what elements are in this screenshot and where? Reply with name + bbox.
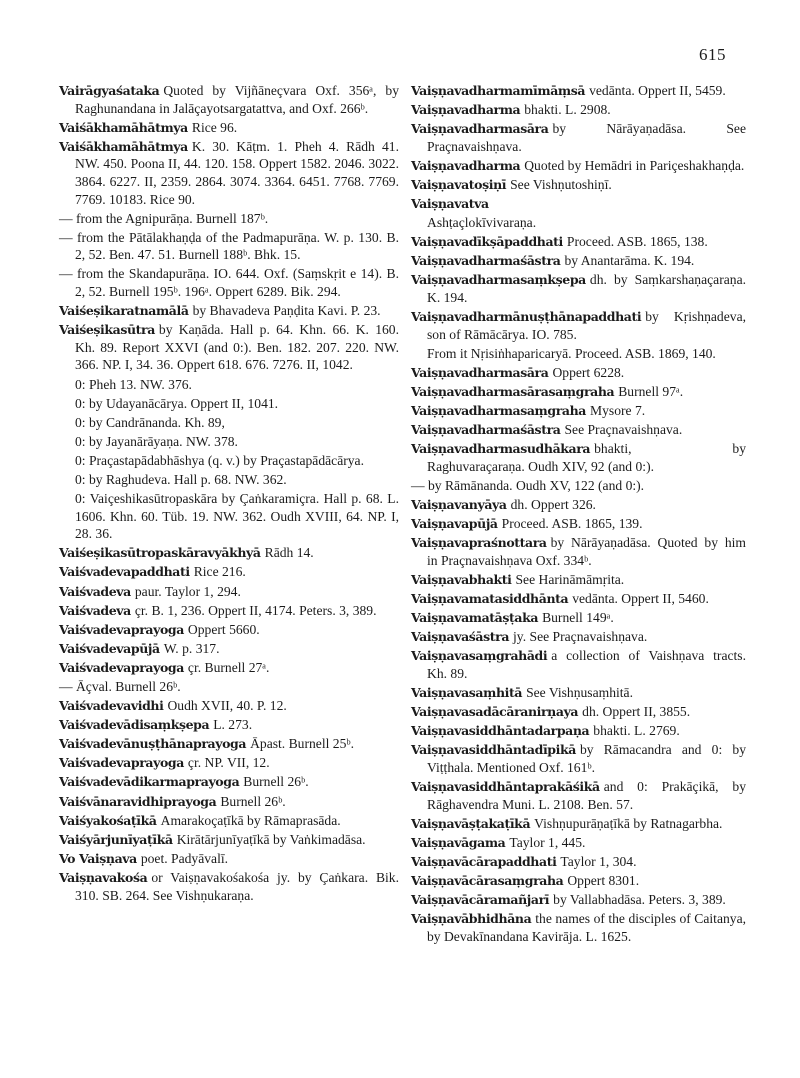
entry-headword: Vaiśvadevaprayoga — [59, 755, 184, 771]
index-entry — [411, 910, 746, 945]
entry-headword: Vaiśvadevānuṣṭhānaprayoga — [59, 736, 247, 752]
entry-text: vedānta. Oppert II, 5459. — [589, 83, 726, 98]
entry-text: by Nārāyaṇadāsa. See Praçnavaishṇava. — [427, 121, 746, 154]
index-entry — [59, 376, 399, 394]
entry-headword: Vaiṣṇavadharmasāra — [411, 121, 549, 137]
index-entry — [59, 678, 399, 696]
entry-text: by Anantarāma. K. 194. — [564, 253, 695, 269]
entry-headword: Vaiśvadevādikarmaprayoga — [59, 774, 240, 790]
entry-headword: Vaiṣṇavamatāṣṭaka — [411, 610, 539, 626]
index-entry — [411, 703, 746, 721]
entry-headword: Vaiṣṇavācārasaṃgraha — [411, 872, 564, 888]
entry-headword: Vaiṣṇavadharmaśāstra — [411, 253, 561, 269]
entry-headword: Vaiśyakośaṭīkā — [59, 812, 157, 828]
index-entry — [59, 544, 399, 562]
entry-headword: Vo Vaiṣṇava — [59, 850, 137, 866]
entry-headword: Vaiṣṇavasaṃgrahādi — [411, 648, 548, 664]
index-entry — [411, 684, 746, 702]
entry-text: the names of the disciples of Caitanya, by Devakīnandana Kavirāja. L. 1625. — [427, 911, 746, 944]
index-entry — [59, 583, 399, 601]
entry-text: by Kṛishṇadeva, son of Rāmācārya. IO. 785. — [427, 309, 746, 342]
index-entry — [59, 490, 399, 543]
entry-text: 0: by Candrānanda. Kh. 89, — [75, 414, 225, 430]
index-entry — [59, 659, 399, 677]
entry-headword: Vaiṣṇavasiddhāntadarpaṇa — [411, 723, 590, 739]
entry-headword: Vaiṣṇavadharmasaṃkṣepa — [411, 272, 586, 288]
index-entry — [59, 754, 399, 772]
index-entry — [59, 621, 399, 639]
entry-headword: Vaiṣṇavasaṃhitā — [411, 685, 523, 700]
entry-headword: Vairāgyaśataka — [59, 83, 160, 98]
index-entry — [411, 496, 746, 514]
entry-text: See Vishṇutoshiṇī. — [510, 176, 612, 192]
entry-text: Oppert 5660. — [187, 621, 260, 637]
entry-text: 0: Pheh 13. NW. 376. — [75, 376, 192, 392]
entry-text: by Rāmacandra and 0: by Viṭṭhala. Mentioned Oxf. 161ᵇ. — [427, 742, 746, 775]
entry-headword: Vaiṣṇavamatasiddhānta — [411, 591, 569, 607]
index-entry — [411, 722, 746, 740]
entry-text: jy. See Praçnavaishṇava. — [513, 629, 648, 645]
entry-headword: Vaiṣṇavatoṣiṇī — [411, 176, 507, 192]
page-number: 615 — [699, 45, 726, 64]
entry-text: bhakti. L. 2769. — [593, 723, 680, 739]
entry-headword: Vaiṣṇavasiddhāntadīpikā — [411, 742, 576, 758]
index-entry — [59, 138, 399, 208]
entry-text: çr. Burnell 27ᵃ. — [187, 659, 270, 675]
index-entry — [411, 364, 746, 382]
entry-headword: Vaiṣṇavasadācāranirṇaya — [411, 704, 579, 720]
index-entry — [411, 214, 746, 232]
index-entry — [59, 563, 399, 581]
entry-text: — from the Skandapurāṇa. IO. 644. Oxf. (Saṃskṛit e 14). B. 2, 52. Burnell 195ᵇ. 196ᵃ. Oppert 6289. Bik. 294. — [59, 266, 399, 300]
entry-text: Proceed. ASB. 1865, 139. — [501, 516, 643, 532]
entry-headword: Vaiśeṣikasūtra — [59, 322, 155, 338]
index-entry — [411, 82, 746, 100]
index-entry — [411, 345, 746, 363]
entry-headword: Vaiśvānaravidhiprayoga — [59, 793, 217, 809]
entry-text: — Āçval. Burnell 26ᵇ. — [59, 679, 181, 694]
entry-headword: Vaiṣṇavapraśnottara — [411, 535, 547, 551]
index-entry — [411, 834, 746, 852]
index-entry — [411, 157, 746, 175]
index-entry — [411, 590, 746, 608]
index-entry — [59, 812, 399, 830]
entry-text: Quoted by Hemādri in Pariçeshakhaṇḍa. — [524, 157, 745, 173]
entry-text: Kirātārjunīyaṭīkā by Vaṅkimadāsa. — [176, 831, 366, 847]
entry-text: From it Nṛisiṅhaparicaryā. Proceed. ASB. 1869, 140. — [427, 345, 716, 361]
entry-text: W. p. 317. — [163, 640, 220, 656]
index-entry — [411, 609, 746, 627]
entry-headword: Vaiṣṇavabhakti — [411, 571, 512, 587]
index-entry — [59, 716, 399, 734]
entry-headword: Vaiśvadevapūjā — [59, 640, 160, 656]
entry-headword: Vaiṣṇavadharmānuṣṭhānapaddhati — [411, 309, 642, 325]
entry-headword: Vaiṣṇavanyāya — [411, 497, 507, 513]
index-entry — [59, 321, 399, 374]
index-entry — [59, 640, 399, 658]
entry-text: bhakti, by Raghuvaraçaraṇa. Oudh XIV, 92 (and 0:). — [427, 441, 746, 474]
entry-text: çr. B. 1, 236. Oppert II, 4174. Peters. 3, 389. — [134, 602, 377, 618]
entry-headword: Vaiṣṇavapūjā — [411, 516, 498, 532]
entry-headword: Vaiśvadeva — [59, 583, 131, 599]
index-entry — [411, 101, 746, 119]
index-entry — [411, 252, 746, 270]
index-entry — [59, 697, 399, 715]
entry-text: by Kaṇāda. Hall p. 64. Khn. 66. K. 160. Kh. 89. Report XXVI (and 0:). Ben. 182. 207. 220. NW. 366. NP. I, 34. 36. Oppert 618. 676. 7276. II, 1042. — [75, 322, 399, 373]
entry-headword: Vaiśvadevaprayoga — [59, 659, 184, 675]
entry-text: Oudh XVII, 40. P. 12. — [167, 698, 287, 714]
entry-headword: Vaiśeṣikaratnamālā — [59, 303, 189, 319]
entry-text: See Praçnavaishṇava. — [564, 422, 683, 438]
index-entry — [59, 773, 399, 791]
index-entry — [411, 515, 746, 533]
entry-text: Rādh 14. — [264, 545, 314, 561]
entry-text: Taylor 1, 304. — [560, 853, 637, 869]
entry-headword: Vaiṣṇavaśāstra — [411, 629, 510, 645]
entry-text: 0: by Jayanārāyaṇa. NW. 378. — [75, 433, 238, 449]
entry-text: Āpast. Burnell 25ᵇ. — [250, 736, 354, 752]
entry-text: Proceed. ASB. 1865, 138. — [566, 234, 708, 250]
entry-text: Amarakoçaṭīkā by Rāmaprasāda. — [160, 812, 341, 828]
index-entry — [411, 534, 746, 569]
index-entry — [411, 421, 746, 439]
index-entry — [411, 571, 746, 589]
entry-headword: Vaiśvadevavidhi — [59, 698, 164, 714]
entry-text: 0: Vaiçeshikasūtropaskāra by Çaṅkaramiçra. Hall p. 68. L. 1606. Khn. 60. Tüb. 19. NW. 362. Oudh XVIII, 64. NP. I, 28. 36. — [75, 491, 399, 542]
entry-headword: Vaiṣṇavadharmaśāstra — [411, 422, 561, 438]
entry-headword: Vaiṣṇavāṣṭakaṭīkā — [411, 815, 531, 831]
entry-text: dh. by Saṃkarshaṇaçaraṇa. K. 194. — [427, 272, 746, 306]
entry-headword: Vaiṣṇavācāramañjarī — [411, 892, 550, 908]
index-entry — [411, 872, 746, 890]
index-entry — [59, 831, 399, 849]
entry-headword: Vaiśvadevaprayoga — [59, 621, 184, 637]
entry-text: or Vaiṣṇavakośakośa jy. by Çaṅkara. Bik. 310. SB. 264. See Vishṇukaraṇa. — [75, 869, 399, 903]
index-entry — [411, 233, 746, 251]
index-entry — [411, 778, 746, 813]
entry-text: Burnell 97ᵃ. — [618, 384, 684, 399]
entry-headword: Vaiśvadevapaddhati — [59, 564, 190, 580]
entry-headword: Vaiṣṇavadharmasudhākara — [411, 441, 591, 457]
index-entry — [59, 210, 399, 228]
index-entry — [59, 229, 399, 264]
entry-headword: Vaiṣṇavābhidhāna — [411, 911, 532, 927]
entry-headword: Vaiṣṇavadharmasaṃgraha — [411, 403, 587, 419]
index-entry — [411, 647, 746, 682]
index-entry — [411, 741, 746, 776]
entry-text: Oppert 8301. — [567, 872, 640, 888]
index-entry — [59, 119, 399, 137]
index-entry — [411, 271, 746, 306]
entry-text: 0: by Raghudeva. Hall p. 68. NW. 362. — [75, 471, 287, 487]
entry-text: by Vallabhadāsa. Peters. 3, 389. — [553, 892, 726, 908]
entry-text: — from the Pātālakhaṇḍa of the Padmapurāṇa. W. p. 130. B. 2, 52. Ben. 47. 51. Burnell 188ᵇ. Bhk. 15. — [59, 229, 399, 263]
index-entry — [411, 402, 746, 420]
index-entry — [59, 302, 399, 320]
entry-headword: Vaiśvadevādisaṃkṣepa — [59, 717, 210, 733]
entry-text: Oppert 6228. — [552, 364, 625, 380]
entry-text: Burnell 26ᵇ. — [243, 774, 309, 790]
entry-text: by Bhavadeva Paṇḍita Kavi. P. 23. — [192, 303, 381, 319]
index-entry — [411, 477, 746, 495]
index-entry — [411, 383, 746, 401]
entry-headword: Vaiṣṇavakośa — [59, 869, 148, 885]
entry-text: 0: Praçastapādabhāshya (q. v.) by Praçastapādācārya. — [75, 452, 364, 468]
index-entry — [59, 452, 399, 470]
index-entry — [411, 176, 746, 194]
entry-text: by Nārāyaṇadāsa. Quoted by him in Praçnavaishṇava Oxf. 334ᵇ. — [427, 535, 746, 568]
index-entry — [59, 433, 399, 451]
index-entry — [411, 120, 746, 155]
index-entry — [411, 195, 746, 213]
entry-text: çr. NP. VII, 12. — [187, 755, 270, 771]
index-entry — [59, 414, 399, 432]
index-entry — [59, 82, 399, 117]
entry-text: Taylor 1, 445. — [509, 834, 586, 850]
entry-text: a collection of Vaishṇava tracts. Kh. 89. — [427, 648, 746, 681]
entry-headword: Vaiṣṇavāgama — [411, 834, 506, 850]
index-entry — [411, 628, 746, 646]
entry-headword: Vaiṣṇavasiddhāntaprakāśikā — [411, 778, 600, 794]
index-entry — [59, 869, 399, 904]
entry-text: — from the Agnipurāṇa. Burnell 187ᵇ. — [59, 210, 269, 226]
entry-headword: Vaiśvadeva — [59, 602, 131, 618]
entry-headword: Vaiṣṇavadharma — [411, 157, 521, 173]
entry-headword: Vaiṣṇavadīkṣāpaddhati — [411, 234, 563, 250]
entry-text: L. 273. — [213, 717, 253, 733]
index-entry — [59, 471, 399, 489]
entry-headword: Vaiṣṇavadharmasāra — [411, 364, 549, 380]
index-entry — [59, 793, 399, 811]
entry-text: vedānta. Oppert II, 5460. — [572, 591, 709, 607]
entry-text: — by Rāmānanda. Oudh XV, 122 (and 0:). — [411, 477, 645, 493]
entry-text: See Vishṇusaṃhitā. — [526, 685, 633, 700]
entry-text: poet. Padyāvalī. — [140, 850, 229, 866]
entry-text: Rice 216. — [193, 564, 246, 580]
index-entry — [411, 440, 746, 475]
right-column — [411, 82, 746, 947]
entry-headword: Vaiśeṣikasūtropaskāravyākhyā — [59, 545, 261, 561]
entry-headword: Vaiśākhamāhātmya — [59, 138, 188, 154]
index-entry — [59, 850, 399, 868]
entry-headword: Vaiśyārjunīyaṭīkā — [59, 831, 173, 847]
entry-text: Mysore 7. — [590, 403, 646, 419]
entry-headword: Vaiṣṇavadharmasārasaṃgraha — [411, 384, 615, 399]
entry-text: dh. Oppert II, 3855. — [582, 704, 691, 720]
entry-text: Rice 96. — [191, 119, 238, 135]
entry-text: Ashṭaçlokīvivaraṇa. — [427, 215, 537, 231]
entry-text: Quoted by Vijñāneçvara Oxf. 356ᵃ, by Raghunandana in Jalāçayotsargatattva, and Oxf. 266ᵇ. — [75, 83, 399, 116]
index-entry — [59, 395, 399, 413]
left-column — [59, 82, 399, 906]
entry-headword: Vaiṣṇavācārapaddhati — [411, 853, 557, 869]
index-entry — [411, 308, 746, 343]
entry-text: dh. Oppert 326. — [510, 497, 596, 513]
index-entry — [59, 602, 399, 620]
entry-text: Vishṇupurāṇaṭīkā by Ratnagarbha. — [534, 815, 723, 831]
entry-text: K. 30. Kāṭm. 1. Pheh 4. Rādh 41. NW. 450. Poona II, 44. 120. 158. Oppert 1582. 2046. 3022. 3864. 6227. II, 2359. 2864. 3074. 3364. 6451. 7768. 7769. 7769. 10183. Rice 90. — [75, 138, 399, 207]
entry-text: Burnell 26ᵇ. — [220, 793, 286, 809]
entry-headword: Vaiśākhamāhātmya — [59, 119, 188, 135]
index-entry — [59, 735, 399, 753]
entry-text: See Harināmāmṛita. — [515, 571, 625, 587]
entry-text: and 0: Prakāçikā, by Rāghavendra Muni. L. 2108. Ben. 57. — [427, 778, 746, 812]
index-entry — [411, 853, 746, 871]
entry-headword: Vaiṣṇavadharma — [411, 102, 521, 118]
index-entry — [411, 891, 746, 909]
entry-headword: Vaiṣṇavadharmamīmāṃsā — [411, 83, 586, 98]
index-entry — [59, 265, 399, 300]
entry-text: Burnell 149ᵃ. — [542, 610, 614, 626]
index-entry — [411, 815, 746, 833]
entry-text: bhakti. L. 2908. — [524, 102, 611, 118]
entry-text: paur. Taylor 1, 294. — [134, 583, 241, 599]
entry-headword: Vaiṣṇavatva — [411, 196, 489, 212]
entry-text: 0: by Udayanācārya. Oppert II, 1041. — [75, 395, 279, 411]
